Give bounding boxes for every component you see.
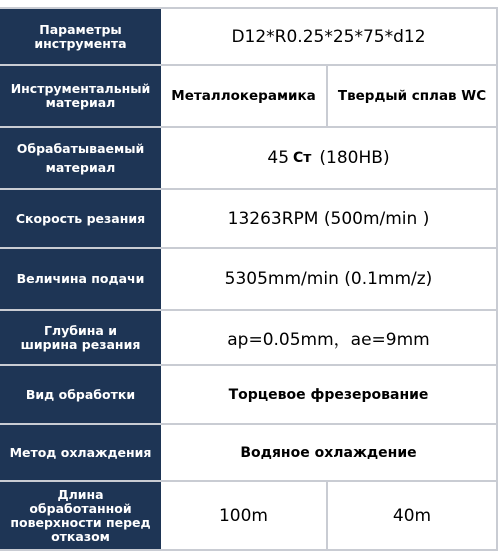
value-carbide: Твердый сплав WC xyxy=(337,88,487,104)
label-line: Параметры xyxy=(39,21,122,37)
label-line: Вид обработки xyxy=(25,386,136,402)
value-cutting-speed: 13263RPM (500m/min ) xyxy=(161,190,496,249)
label-line: ширина резания xyxy=(20,336,141,352)
label-line: Метод охлаждения xyxy=(9,444,152,460)
label-line: инструмента xyxy=(34,35,127,51)
row-label-tool-material xyxy=(0,66,161,128)
row-label-cutting-speed xyxy=(0,190,161,249)
label-line: Величина подачи xyxy=(16,271,145,286)
label-line: Скорость резания xyxy=(15,210,146,226)
row-label-cooling-method xyxy=(0,425,161,482)
row-label-machining-type xyxy=(0,366,161,425)
label-line: поверхности перед xyxy=(10,514,151,530)
value-machining-type: Торцевое фрезерование xyxy=(161,366,496,425)
label-line: Инструментальный xyxy=(10,81,151,96)
row-label-tool-params xyxy=(0,9,161,66)
steel-grade-number: 45 xyxy=(267,148,290,168)
value-cermet: Металлокерамика xyxy=(161,66,328,126)
label-line: материал xyxy=(45,159,116,175)
value-cooling-method: Водяное охлаждение xyxy=(161,425,496,482)
label-line: Обрабатываемый xyxy=(16,140,145,156)
value-feed-rate: 5305mm/min (0.1mm/z) xyxy=(161,249,496,311)
row-label-feed-rate xyxy=(0,249,161,311)
row-label-workpiece-material xyxy=(0,128,161,190)
value-tool-params: D12*R0.25*25*75*d12 xyxy=(161,9,496,66)
parameters-table xyxy=(0,7,498,551)
value-machined-length xyxy=(161,482,496,551)
label-line: материал xyxy=(45,95,116,110)
steel-grade-suffix: Ст xyxy=(293,150,312,166)
label-line: Глубина и xyxy=(44,322,117,338)
label-line: отказом xyxy=(51,528,110,544)
value-depth-width: ap=0.05mm，ae=9mm xyxy=(161,311,496,366)
value-tool-material xyxy=(161,66,496,128)
value-length-carbide: 40m xyxy=(392,505,432,526)
value-workpiece-material xyxy=(161,128,496,190)
label-line: Длина обработанной xyxy=(29,486,132,516)
hardness-value: (180HB) xyxy=(319,148,390,168)
value-length-cermet: 100m xyxy=(161,482,328,549)
row-label-machined-length xyxy=(0,482,161,551)
row-label-depth-width xyxy=(0,311,161,366)
